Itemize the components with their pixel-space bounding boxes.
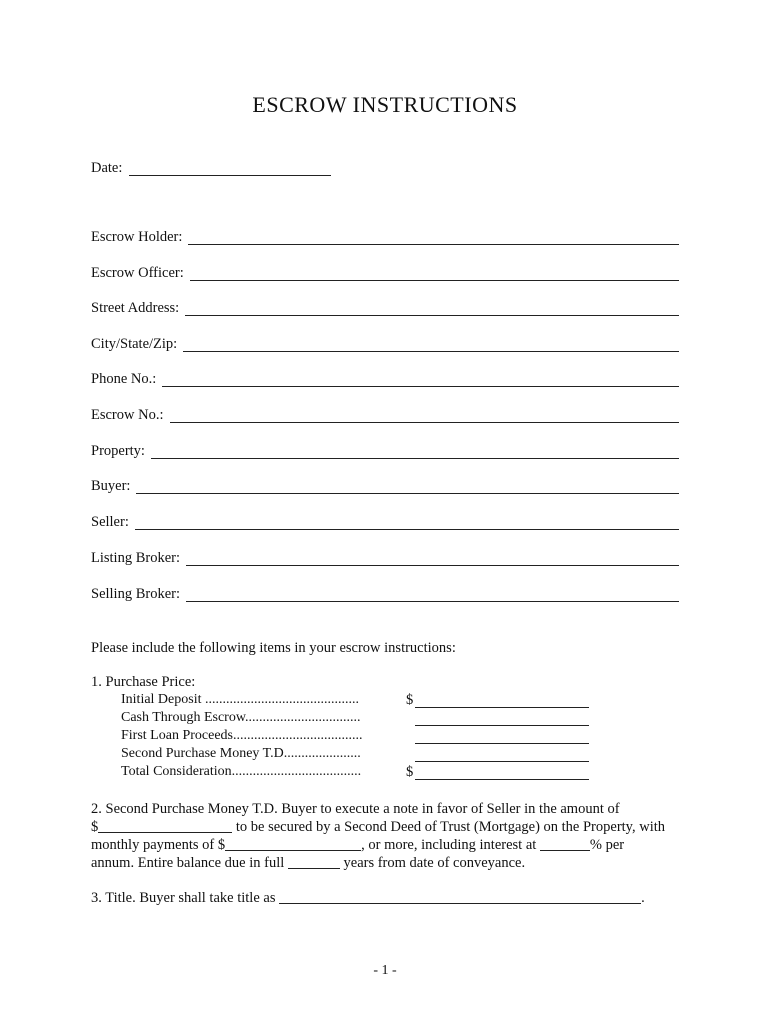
property-field[interactable] bbox=[151, 458, 679, 459]
purchase-price-amount-field[interactable] bbox=[415, 743, 589, 744]
purchase-price-amount-field[interactable] bbox=[415, 779, 589, 780]
purchase-price-heading: 1. Purchase Price: bbox=[91, 674, 196, 690]
city-state-zip-label: City/State/Zip: bbox=[91, 336, 178, 352]
date-label: Date: bbox=[91, 160, 123, 176]
escrow-holder-label: Escrow Holder: bbox=[91, 229, 183, 245]
title-holder-field[interactable] bbox=[279, 889, 641, 904]
purchase-price-item-label: Initial Deposit ............................................ bbox=[121, 692, 359, 707]
page-number: - 1 - bbox=[373, 963, 397, 978]
selling-broker-label: Selling Broker: bbox=[91, 586, 181, 602]
escrow-no-field[interactable] bbox=[170, 422, 680, 423]
document-title: ESCROW INSTRUCTIONS bbox=[252, 92, 518, 117]
phone-no-label: Phone No.: bbox=[91, 371, 157, 387]
section-3: 3. Title. Buyer shall take title as . bbox=[91, 890, 645, 906]
purchase-price-amount-field[interactable] bbox=[415, 707, 589, 708]
purchase-price-amount-field[interactable] bbox=[415, 725, 589, 726]
instructions-intro: Please include the following items in your escrow instructions: bbox=[91, 640, 456, 656]
selling-broker-field[interactable] bbox=[186, 601, 679, 602]
city-state-zip-field[interactable] bbox=[183, 351, 679, 352]
currency-symbol: $ bbox=[406, 692, 414, 708]
purchase-price-amount-field[interactable] bbox=[415, 761, 589, 762]
section-2 bbox=[91, 800, 681, 872]
street-address-field[interactable] bbox=[185, 315, 679, 316]
section-2-line-4: annum. Entire balance due in full years from date of conveyance. bbox=[91, 855, 526, 871]
seller-label: Seller: bbox=[91, 514, 129, 530]
purchase-price-item-label: First Loan Proceeds..................................... bbox=[121, 728, 363, 743]
purchase-price-item-label: Second Purchase Money T.D...................... bbox=[121, 746, 361, 761]
seller-field[interactable] bbox=[135, 529, 679, 530]
phone-no-field[interactable] bbox=[162, 386, 679, 387]
section-2-line-3: monthly payments of $ , or more, including interest at % per bbox=[91, 837, 625, 853]
escrow-no-label: Escrow No.: bbox=[91, 407, 164, 423]
buyer-label: Buyer: bbox=[91, 478, 131, 494]
section-2-line-2: $ to be secured by a Second Deed of Trust (Mortgage) on the Property, with bbox=[91, 819, 666, 835]
purchase-price-item-label: Total Consideration..................................... bbox=[121, 764, 362, 779]
section-2-line-1: 2. Second Purchase Money T.D. Buyer to execute a note in favor of Seller in the amount of bbox=[91, 801, 620, 817]
buyer-field[interactable] bbox=[136, 493, 679, 494]
escrow-officer-label: Escrow Officer: bbox=[91, 265, 184, 281]
interest-rate-field[interactable] bbox=[540, 836, 590, 851]
monthly-payment-field[interactable] bbox=[225, 836, 361, 851]
listing-broker-field[interactable] bbox=[186, 565, 679, 566]
escrow-officer-field[interactable] bbox=[190, 280, 679, 281]
currency-symbol: $ bbox=[406, 764, 414, 780]
years-field[interactable] bbox=[288, 854, 340, 869]
listing-broker-label: Listing Broker: bbox=[91, 550, 181, 566]
purchase-price-item-label: Cash Through Escrow................................. bbox=[121, 710, 361, 725]
escrow-holder-field[interactable] bbox=[188, 244, 679, 245]
amount-field[interactable] bbox=[98, 818, 232, 833]
date-field[interactable] bbox=[129, 175, 331, 176]
street-address-label: Street Address: bbox=[91, 300, 180, 316]
property-label: Property: bbox=[91, 443, 145, 459]
